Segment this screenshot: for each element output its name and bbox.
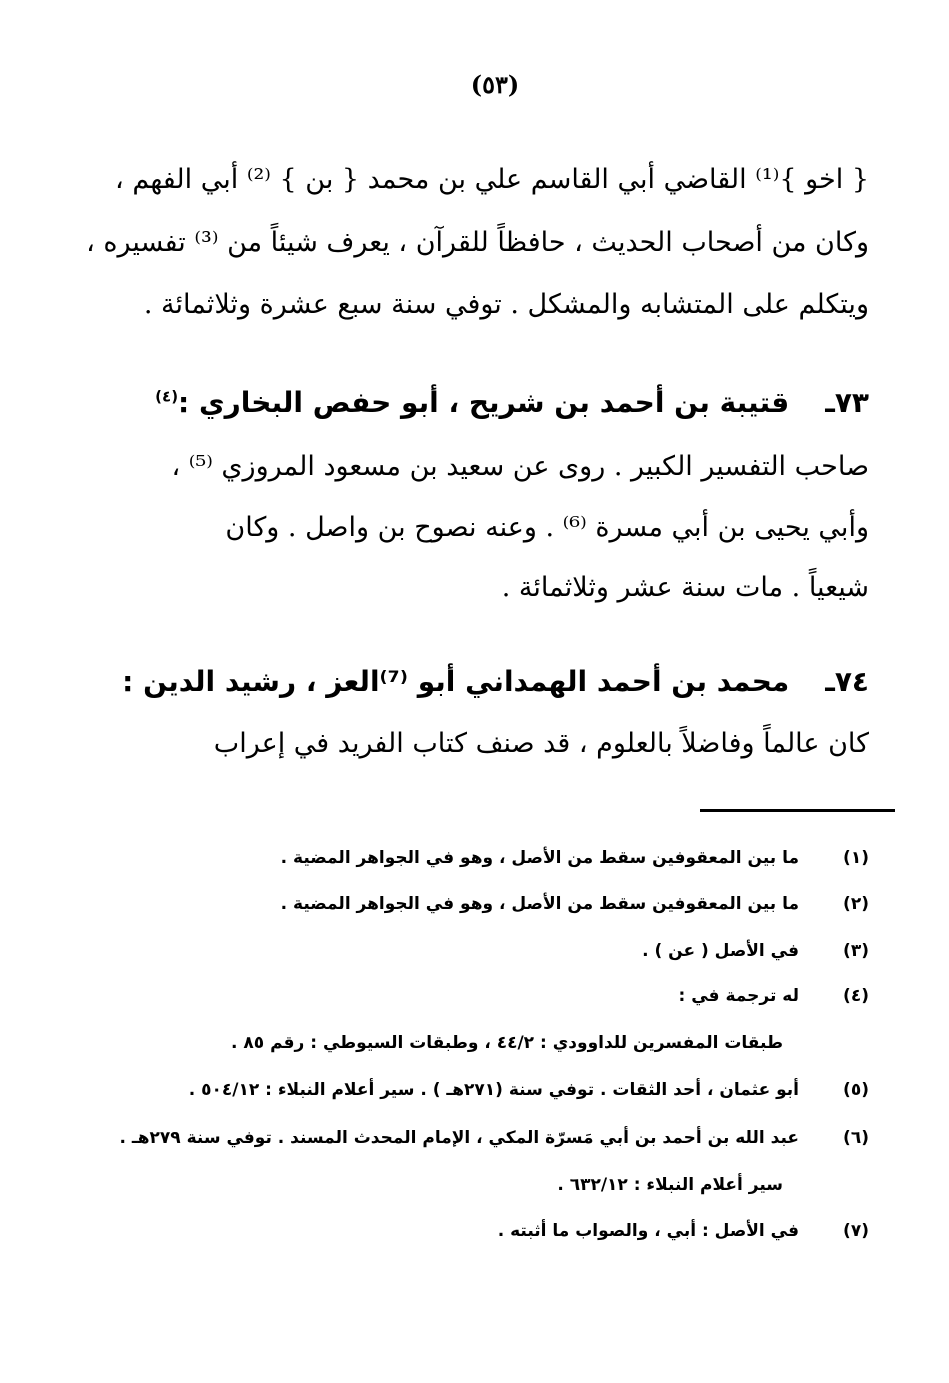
entry-74-number: ٧٤ـ: [825, 665, 869, 698]
entry-74-heading: [122, 662, 869, 702]
footnote-4-continuation: طبقات المفسرين للداوودي : ٤٤/٢ ، وطبقات السيوطي : رقم ٨٥ .: [231, 1033, 783, 1053]
footnote-text: عبد الله بن أحمد بن أبي مَسرّة المكي ، الإمام المحدث المسند . توفي سنة ٢٧٩هـ .: [119, 1128, 799, 1148]
footnote-2: [281, 889, 869, 919]
entry-73-line-3: شيعياً . مات سنة عشر وثلاثمائة .: [501, 572, 869, 603]
footnote-mark: (٢): [843, 894, 869, 914]
footnote-mark: (٣): [843, 941, 869, 961]
entry-73-title-note: (٤): [155, 387, 179, 406]
entry-73-number: ٧٣ـ: [825, 386, 869, 419]
footnote-mark: (١): [843, 848, 869, 868]
body-line-1: { اخو }⁽¹⁾ القاضي أبي القاسم علي بن محمد { بن } ⁽²⁾ أبي الفهم ،: [115, 164, 869, 195]
footnote-mark: (٧): [843, 1221, 869, 1241]
footnote-4: [679, 981, 870, 1011]
footnote-text: في الأصل ( عن ) .: [642, 941, 799, 961]
footnote-mark: (٤): [843, 986, 869, 1006]
footnote-mark: (٦): [843, 1128, 869, 1148]
entry-73-line-2: وأبي يحيى بن أبي مسرة ⁽⁶⁾ . وعنه نصوح بن واصل . وكان: [225, 512, 869, 543]
footnote-6-continuation: سير أعلام النبلاء : ٦٣٢/١٢ .: [557, 1175, 783, 1195]
entry-73-heading: [155, 383, 869, 423]
page-number: (٥٣): [470, 70, 520, 99]
entry-74-title: محمد بن أحمد الهمداني أبو ⁽⁷⁾العز ، رشيد الدين :: [122, 665, 790, 698]
footnote-separator: [700, 809, 895, 812]
footnote-5: [189, 1075, 869, 1105]
footnote-7: [498, 1216, 869, 1246]
footnote-mark: (٥): [843, 1080, 869, 1100]
entry-74-line-1: كان عالماً وفاضلاً بالعلوم ، قد صنف كتاب الفريد في إعراب: [213, 728, 869, 759]
footnote-6: [120, 1123, 869, 1153]
footnote-text: في الأصل : أبي ، والصواب ما أثبته .: [497, 1221, 799, 1241]
entry-73-line-1: صاحب التفسير الكبير . روى عن سعيد بن مسعود المروزي ⁽⁵⁾ ،: [171, 451, 869, 482]
footnote-text: ما بين المعقوفين سقط من الأصل ، وهو في الجواهر المضية .: [280, 894, 799, 914]
body-line-2: وكان من أصحاب الحديث ، حافظاً للقرآن ، يعرف شيئاً من ⁽³⁾ تفسيره ،: [86, 227, 869, 258]
footnote-3: [642, 936, 869, 966]
footnote-1: [281, 843, 869, 873]
footnote-text: له ترجمة في :: [678, 986, 799, 1006]
entry-73-title: قتيبة بن أحمد بن شريح ، أبو حفص البخاري :: [178, 386, 790, 419]
footnote-text: أبو عثمان ، أحد الثقات . توفي سنة (٢٧١هـ ) . سير أعلام النبلاء : ٥٠٤/١٢ .: [188, 1080, 799, 1100]
body-line-3: ويتكلم على المتشابه والمشكل . توفي سنة سبع عشرة وثلاثمائة .: [143, 289, 869, 320]
footnote-text: ما بين المعقوفين سقط من الأصل ، وهو في الجواهر المضية .: [280, 848, 799, 868]
